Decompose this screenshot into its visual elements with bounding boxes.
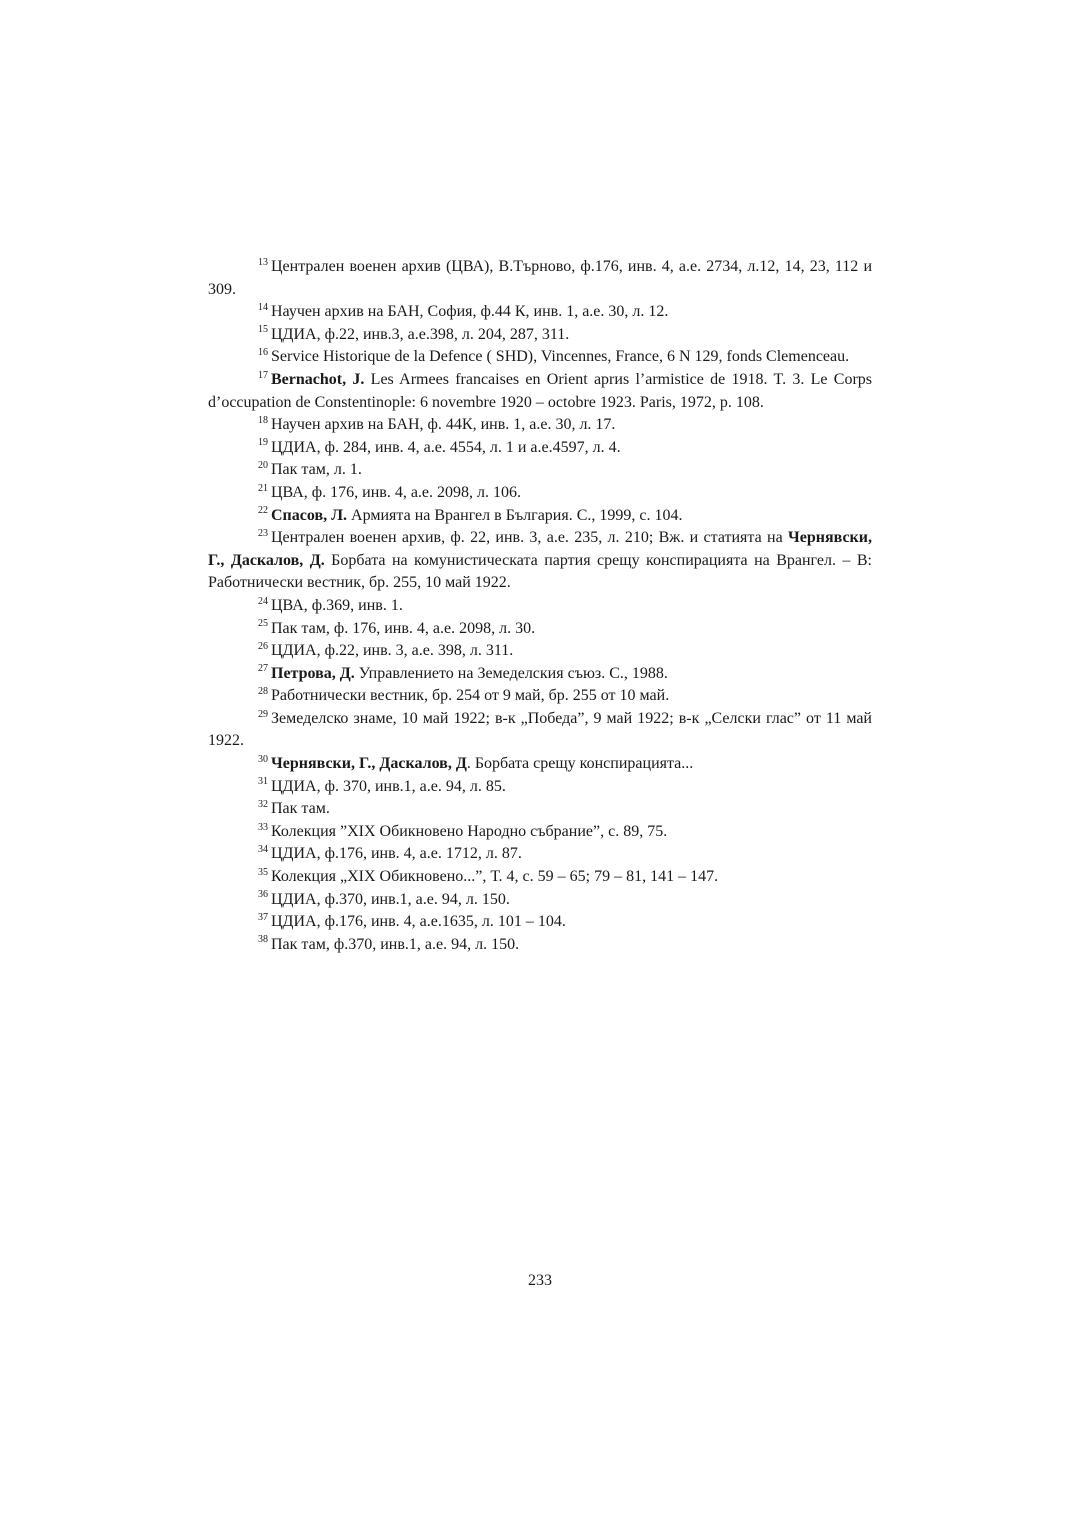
footnote-number: 29 [258, 708, 268, 720]
footnote-28 [208, 685, 872, 708]
footnote-number: 38 [258, 934, 268, 946]
footnote-text: Service Historique de la Defence ( SHD), Vincennes, France, 6 N 129, fonds Clemenceau. [271, 348, 850, 366]
footnotes-block [208, 256, 872, 956]
footnote-text: Пак там, ф.370, инв.1, а.е. 94, л. 150. [271, 935, 520, 953]
footnote-author: Чернявски, Г., Даскалов, Д [271, 755, 467, 773]
footnote-text: Земеделско знаме, 10 май 1922; в-к „Победа”, 9 май 1922; в-к „Селски глас” от 11 май 1922. [208, 709, 872, 750]
footnote-31 [208, 776, 872, 799]
footnote-number: 25 [258, 618, 268, 630]
footnote-22 [208, 505, 872, 528]
footnote-number: 21 [258, 482, 268, 494]
footnote-number: 37 [258, 911, 268, 923]
footnote-18 [208, 414, 872, 437]
footnote-text: ЦДИА, ф.22, инв.3, а.е.398, л. 204, 287, 311. [271, 325, 570, 343]
footnote-number: 26 [258, 640, 268, 652]
footnote-text: Армията на Врангел в България. С., 1999, с. 104. [347, 506, 683, 524]
footnote-text: ЦВА, ф. 176, инв. 4, а.е. 2098, л. 106. [271, 483, 522, 501]
footnote-35 [208, 866, 872, 889]
footnote-text: ЦДИА, ф.370, инв.1, а.е. 94, л. 150. [271, 890, 510, 908]
footnote-number: 22 [258, 505, 268, 517]
footnote-number: 24 [258, 595, 268, 607]
footnote-text: ЦДИА, ф. 284, инв. 4, а.е. 4554, л. 1 и а.е.4597, л. 4. [271, 438, 621, 456]
footnote-number: 19 [258, 437, 268, 449]
footnote-number: 23 [258, 527, 268, 539]
footnote-20 [208, 459, 872, 482]
footnote-24 [208, 595, 872, 618]
footnote-26 [208, 640, 872, 663]
footnote-number: 31 [258, 776, 268, 788]
footnote-13 [208, 256, 872, 301]
footnote-29 [208, 708, 872, 753]
footnote-text: Работнически вестник, бр. 254 от 9 май, бр. 255 от 10 май. [271, 687, 670, 705]
footnote-number: 20 [258, 460, 268, 472]
footnote-text: Централен военен архив (ЦВА), В.Търново, ф.176, инв. 4, а.е. 2734, л.12, 14, 23, 112 и 309. [208, 258, 872, 298]
footnote-27 [208, 663, 872, 686]
footnote-number: 35 [258, 866, 268, 878]
footnote-text-pre: Централен военен архив, ф. 22, инв. 3, а.е. 235, л. 210; Вж. и статията на [271, 529, 788, 547]
footnote-number: 28 [258, 685, 268, 697]
footnote-text: . Борбата срещу конспирацията... [466, 755, 694, 773]
footnote-number: 13 [258, 256, 268, 268]
footnote-38 [208, 934, 872, 957]
footnote-25 [208, 618, 872, 641]
footnote-text: ЦДИА, ф.176, инв. 4, а.е. 1712, л. 87. [271, 845, 522, 863]
footnote-number: 18 [258, 414, 268, 426]
footnote-17 [208, 369, 872, 414]
footnote-33 [208, 821, 872, 844]
footnote-number: 32 [258, 798, 268, 810]
footnote-14 [208, 301, 872, 324]
footnote-number: 27 [258, 663, 268, 675]
footnote-text: ЦВА, ф.369, инв. 1. [271, 596, 403, 614]
footnote-text: Les Armees francaises en Orient aprиs l’armistice de 1918. T. 3. Le Corps d’occupation de Constentinople: 6 novembre 1920 – octobre 1923. Paris, 1972, p. 108. [208, 370, 873, 411]
footnote-15 [208, 324, 872, 347]
footnote-text: Борбата на комунистическата партия срещу конспирацията на Врангел. – В: Работнически вестник, бр. 255, 10 май 1922. [208, 551, 872, 592]
footnote-36 [208, 889, 872, 912]
footnote-text: Колекция „XIX Обикновено...”, Т. 4, с. 59 – 65; 79 – 81, 141 – 147. [271, 868, 719, 886]
footnote-text: Колекция ”XIX Обикновено Народно събрание”, с. 89, 75. [271, 822, 668, 840]
footnote-text: ЦДИА, ф.22, инв. 3, а.е. 398, л. 311. [271, 642, 514, 660]
footnote-text: Научен архив на БАН, ф. 44К, инв. 1, а.е. 30, л. 17. [271, 416, 616, 434]
footnote-author: Спасов, Л. [271, 506, 348, 524]
footnote-text: ЦДИА, ф.176, инв. 4, а.е.1635, л. 101 – 104. [271, 913, 566, 931]
footnote-text: ЦДИА, ф. 370, инв.1, а.е. 94, л. 85. [271, 777, 506, 795]
footnote-number: 14 [258, 301, 268, 313]
footnote-number: 34 [258, 844, 268, 856]
footnote-author: Bernachot, J. [271, 370, 365, 388]
footnote-34 [208, 843, 872, 866]
footnote-text: Управлението на Земеделския съюз. С., 1988. [354, 664, 668, 682]
footnote-number: 17 [258, 369, 268, 381]
footnote-16 [208, 346, 872, 369]
footnote-text: Пак там, ф. 176, инв. 4, а.е. 2098, л. 30. [271, 619, 536, 637]
footnote-number: 16 [258, 347, 268, 359]
footnote-text: Пак там, л. 1. [271, 461, 362, 479]
footnote-number: 36 [258, 889, 268, 901]
footnote-number: 30 [258, 753, 268, 765]
footnote-author: Чернявски, Г., Даскалов, Д. [208, 529, 872, 569]
footnote-number: 33 [258, 821, 268, 833]
footnote-30 [208, 753, 872, 776]
footnote-37 [208, 911, 872, 934]
footnote-text: Научен архив на БАН, София, ф.44 К, инв. 1, а.е. 30, л. 12. [271, 303, 669, 321]
footnote-21 [208, 482, 872, 505]
footnote-text: Пак там. [271, 800, 330, 818]
footnote-author: Петрова, Д. [271, 664, 355, 682]
page-number: 233 [528, 1272, 552, 1289]
footnote-23 [208, 527, 872, 595]
footnote-19 [208, 437, 872, 460]
footnote-32 [208, 798, 872, 821]
footnote-number: 15 [258, 324, 268, 336]
